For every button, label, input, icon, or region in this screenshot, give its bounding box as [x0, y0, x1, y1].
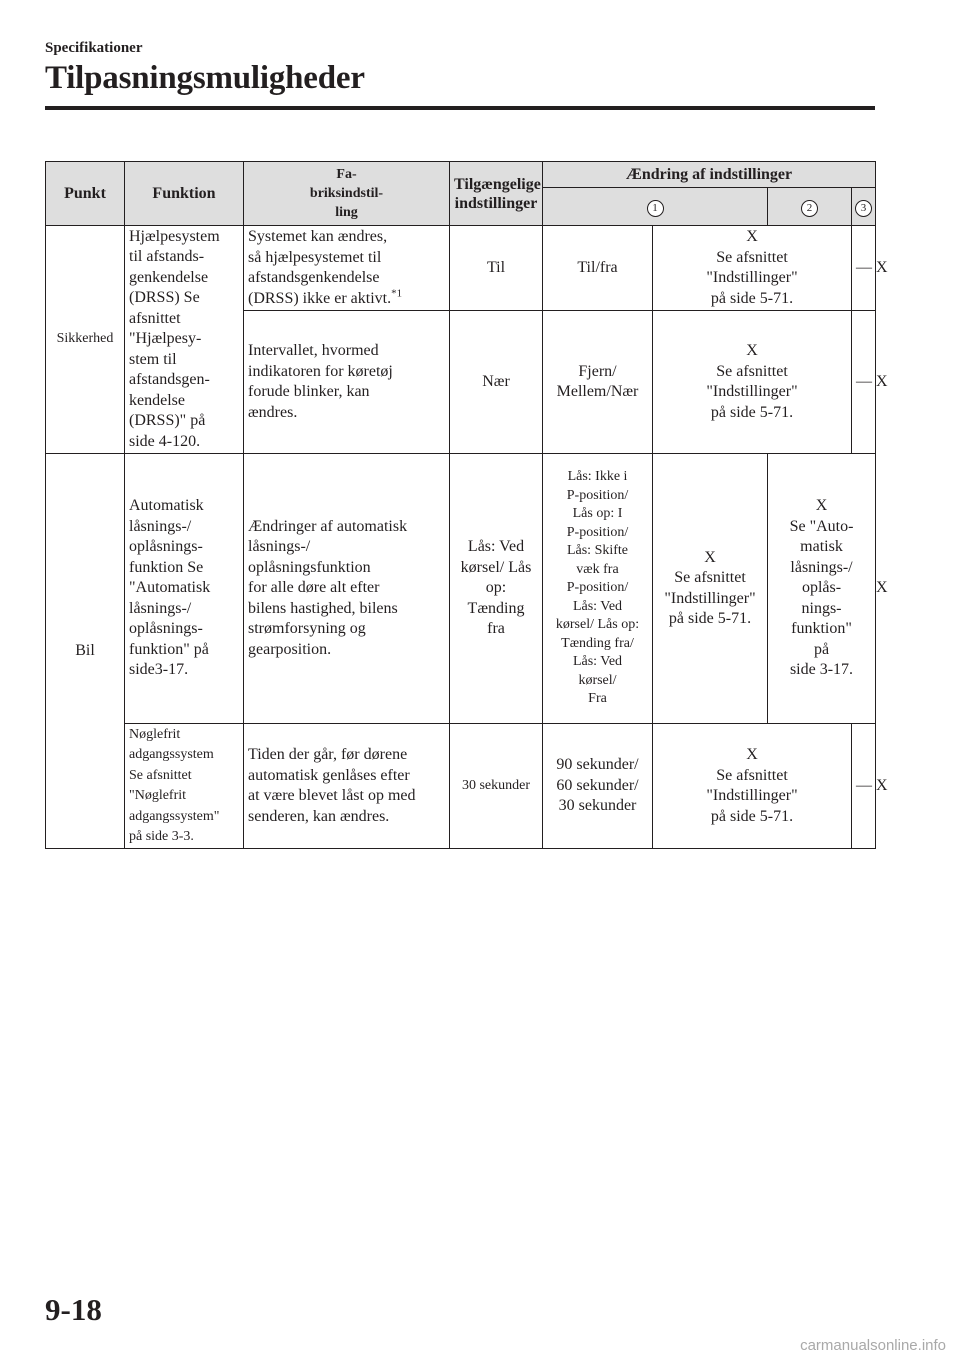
page-title: Tilpasningsmuligheder: [45, 60, 365, 96]
header-funktion: Funktion: [125, 162, 244, 226]
row-tilgaengelige: Fjern/ Mellem/Nær: [543, 311, 653, 454]
header-col-3: [852, 188, 876, 226]
row-tilgaengelige: Til/fra: [543, 226, 653, 311]
header-punkt: Punkt: [46, 162, 125, 226]
header-aendring: Ændring af indstillinger: [543, 162, 876, 188]
footnote-marker: *1: [391, 287, 403, 300]
row-funktion-text: Systemet kan ændres, så hjælpesystemet til afstandsgenkendelse (DRSS) ikke er aktivt.: [248, 228, 392, 307]
section-label: Specifikationer: [45, 40, 143, 56]
row-c2: —: [852, 311, 876, 454]
row-c2: —: [852, 226, 876, 311]
customization-table: [45, 161, 888, 849]
row-tilgaengelige: 90 sekunder/ 60 sekunder/ 30 sekunder: [543, 724, 653, 849]
row-fabrik: 30 sekunder: [450, 724, 543, 849]
page-number: 9-18: [45, 1292, 102, 1327]
row-punkt: Hjælpesystem til afstands- genkendelse (DRSS) Se afsnittet "Hjælpesy- stem til afstandsgen- kendelse (DRSS)" på side 4-120.: [125, 226, 244, 454]
row-c1: X Se afsnittet "Indstillinger" på side 5-71.: [653, 724, 852, 849]
table-row: Nøglefrit adgangssystem Se afsnittet "Nøglefrit adgangssystem" på side 3-3. Tiden der går, før dørene automatisk genlåses efter at være blevet låst op med senderen, kan ændres. 30 sekunder 90 sekunder/ 60 sekunder/ 30 sekunder X Se afsnittet "Indstillinger" på side 5-71. — X: [46, 724, 876, 849]
header-col-2: [768, 188, 852, 226]
row-funktion: Tiden der går, før dørene automatisk genlåses efter at være blevet låst op med senderen, kan ændres.: [244, 724, 450, 849]
group-sikkerhed: Sikkerhed: [46, 226, 125, 454]
group-bil: Bil: [46, 454, 125, 849]
header-fabriksindstilling: Fa- briksindstil- ling: [244, 162, 450, 226]
row-punkt: Nøglefrit adgangssystem Se afsnittet "Nøglefrit adgangssystem" på side 3-3.: [125, 724, 244, 849]
row-c1: X Se afsnittet "Indstillinger" på side 5-71.: [653, 226, 852, 311]
row-tilgaengelige: Lås: Ikke i P-position/ Lås op: I P-position/ Lås: Skifte væk fra P-position/ Lås: Ved kørsel/ Lås op: Tænding fra/ Lås: Ved kørsel/ Fra: [543, 454, 653, 724]
watermark: carmanualsonline.info: [800, 1337, 946, 1354]
circle-3-icon: 3: [855, 200, 872, 217]
header-tilgaengelige: Tilgængelige indstillinger: [450, 162, 543, 226]
row-c2: X Se "Auto- matisk låsnings-/ oplås- nings- funktion" på side 3-17.: [768, 454, 876, 724]
header-col-1: [543, 188, 768, 226]
circle-2-icon: 2: [801, 200, 818, 217]
row-funktion: [244, 226, 450, 311]
row-fabrik: Lås: Ved kørsel/ Lås op: Tænding fra: [450, 454, 543, 724]
row-fabrik: Nær: [450, 311, 543, 454]
row-c1: X Se afsnittet "Indstillinger" på side 5-71.: [653, 311, 852, 454]
table-row: Intervallet, hvormed indikatoren for køretøj forude blinker, kan ændres. Nær Fjern/ Mellem/Nær X Se afsnittet "Indstillinger" på side 5-71. — X: [46, 311, 876, 454]
table-row: Sikkerhed Hjælpesystem til afstands- genkendelse (DRSS) Se afsnittet "Hjælpesy- stem til afstandsgen- kendelse (DRSS)" på side 4-120. Systemet kan ændres, så hjælpesystemet til afstandsgenkendelse (DRSS) ikke er aktivt.$^{*1}$ Til Til/fra X Se afsnittet "Indstillinger" på side 5-71. — X: [46, 226, 876, 311]
table-row: Bil Automatisk låsnings-/ oplåsnings- funktion Se "Automatisk låsnings-/ oplåsnings- funktion" på side3-17. Ændringer af automatisk låsnings-/ oplåsningsfunktion for alle døre alt efter bilens hastighed, bilens strømforsyning og gearposition. Lås: Ved kørsel/ Lås op: Tænding fra Lås: Ikke i P-position/ Lås op: I P-position/ Lås: Skifte væk fra P-position/ Lås: Ved kørsel/ Lås op: Tænding fra/ Lås: Ved kørsel/ Fra X Se afsnittet "Indstillinger" på side 5-71. X Se "Auto- matisk låsnings-/ oplås- nings- funktion" på side 3-17. X: [46, 454, 876, 724]
row-funktion: Ændringer af automatisk låsnings-/ oplåsningsfunktion for alle døre alt efter bilens hastighed, bilens strømforsyning og gearposition.: [244, 454, 450, 724]
row-c2: —: [852, 724, 876, 849]
row-punkt: Automatisk låsnings-/ oplåsnings- funktion Se "Automatisk låsnings-/ oplåsnings- funktion" på side3-17.: [125, 454, 244, 724]
row-funktion: Intervallet, hvormed indikatoren for køretøj forude blinker, kan ændres.: [244, 311, 450, 454]
row-c1: X Se afsnittet "Indstillinger" på side 5-71.: [653, 454, 768, 724]
row-fabrik: Til: [450, 226, 543, 311]
circle-1-icon: 1: [647, 200, 664, 217]
title-divider: [45, 106, 875, 110]
